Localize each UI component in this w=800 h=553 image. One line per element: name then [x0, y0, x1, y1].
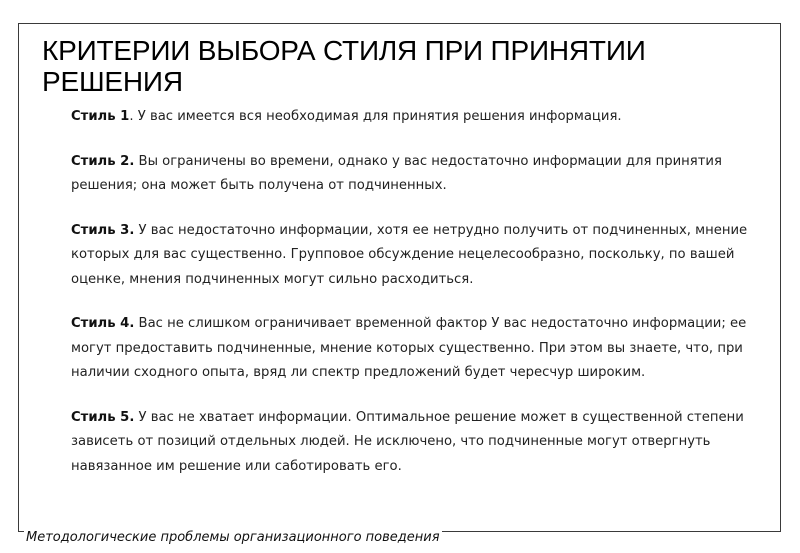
style-criteria-list: [71, 105, 751, 499]
style-label: Стиль 4.: [71, 316, 135, 331]
style-description: Вас не слишком ограничивает временной фактор У вас недостаточно информации; ее могут предоставить подчиненные, мнение которых существенно. При этом вы знаете, что, при наличии сходного опыта, вряд ли спектр предложений будет чересчур широким.: [71, 316, 747, 380]
style-item-2: [71, 150, 751, 199]
style-label: Стиль 1: [71, 109, 130, 124]
style-item-4: [71, 312, 751, 386]
style-description: . У вас имеется вся необходимая для принятия решения информация.: [129, 109, 622, 124]
style-item-3: [71, 219, 751, 293]
style-label: Стиль 5.: [71, 409, 135, 425]
style-description: У вас не хватает информации. Оптимальное решение может в существенной степени зависеть от позиций отдельных людей. Не исключено, что подчиненные могут отвергнуть навязанное им решение или саботировать его.: [71, 409, 744, 474]
style-label: Стиль 3.: [71, 222, 135, 238]
style-description: У вас недостаточно информации, хотя ее нетрудно получить от подчиненных, мнение которых для вас существенно. Групповое обсуждение нецелесообразно, поскольку, по вашей оценке, мнения подчиненных могут сильно расходиться.: [71, 222, 748, 287]
style-item-5: [71, 406, 751, 480]
footer-caption: Методологические проблемы организационного поведения: [26, 530, 440, 545]
style-label: Стиль 2.: [71, 153, 135, 169]
style-description: Вы ограничены во времени, однако у вас недостаточно информации для принятия решения; она может быть получена от подчиненных.: [71, 153, 722, 193]
slide-frame: [18, 23, 781, 532]
style-item-1: [71, 105, 751, 130]
slide-title: КРИТЕРИИ ВЫБОРА СТИЛЯ ПРИ ПРИНЯТИИ РЕШЕНИЯ: [42, 35, 646, 97]
